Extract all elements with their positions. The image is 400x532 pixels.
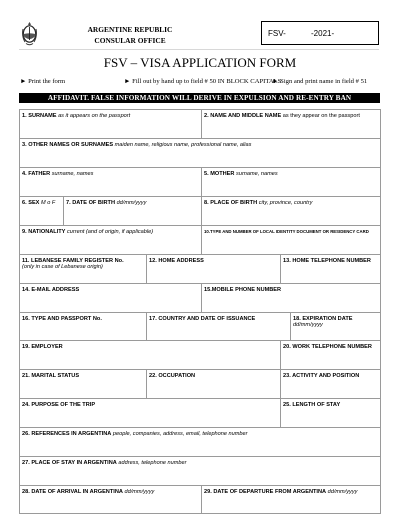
country-name: ARGENTINE REPUBLIC bbox=[87, 25, 173, 34]
field-label: 15.MOBILE PHONE NUMBER bbox=[204, 286, 282, 293]
form-row bbox=[20, 456, 381, 485]
field-surname[interactable] bbox=[20, 109, 202, 138]
field-label: 21. MARITAL STATUS bbox=[22, 373, 80, 380]
field-label: 9. NATIONALITY bbox=[22, 228, 66, 235]
field-sex[interactable] bbox=[20, 196, 64, 225]
field-label: 17. COUNTRY AND DATE OF ISSUANCE bbox=[149, 315, 256, 322]
field-other-names[interactable] bbox=[20, 138, 381, 167]
form-title: FSV – VISA APPLICATION FORM bbox=[103, 55, 297, 70]
field-label: 20. WORK TELEPHONE NUMBER bbox=[283, 344, 372, 351]
form-row bbox=[20, 398, 381, 427]
field-place-of-birth[interactable] bbox=[202, 196, 381, 225]
field-label: 11. LEBANESE FAMILY REGISTER No. bbox=[22, 257, 124, 264]
field-employer[interactable] bbox=[20, 340, 281, 369]
field-email-address[interactable] bbox=[20, 283, 202, 312]
field-hint: dd/mm/yyyy bbox=[327, 489, 358, 496]
reference-year: -2021- bbox=[311, 29, 335, 38]
field-label: 2. NAME AND MIDDLE NAME bbox=[204, 113, 282, 119]
field-purpose-of-trip[interactable] bbox=[20, 398, 281, 427]
reference-prefix: FSV- bbox=[268, 29, 286, 38]
field-lebanese-family-register[interactable] bbox=[20, 254, 147, 283]
field-label: 8. PLACE OF BIRTH bbox=[204, 199, 258, 206]
affidavit-banner: AFFIDAVIT. FALSE INFORMATION WILL DERIVE IN EXPULSION AND RE-ENTRY BAN bbox=[19, 93, 380, 103]
field-nationality[interactable] bbox=[20, 225, 202, 254]
field-mother[interactable] bbox=[202, 167, 381, 196]
header-divider bbox=[19, 49, 379, 50]
field-date-of-birth[interactable] bbox=[64, 196, 202, 225]
form-row bbox=[20, 283, 381, 312]
field-hint: address, telephone number bbox=[118, 460, 187, 467]
form-row bbox=[20, 109, 381, 138]
field-hint: (only in case of Lebanese origin) bbox=[22, 264, 103, 271]
field-label: 25. LENGTH OF STAY bbox=[283, 402, 341, 409]
field-label: 14. E-MAIL ADDRESS bbox=[22, 286, 80, 293]
field-label: 28. DATE OF ARRIVAL IN ARGENTINA bbox=[22, 489, 123, 496]
field-place-of-stay[interactable] bbox=[20, 456, 381, 485]
field-activity-position[interactable] bbox=[281, 369, 381, 398]
field-label: 5. MOTHER bbox=[204, 170, 235, 177]
field-marital-status[interactable] bbox=[20, 369, 147, 398]
field-length-of-stay[interactable] bbox=[281, 398, 381, 427]
field-label: 12. HOME ADDRESS bbox=[149, 257, 204, 264]
form-row bbox=[20, 225, 381, 254]
field-label: 19. EMPLOYER bbox=[22, 344, 63, 351]
instruction-print: ► Print the form bbox=[20, 78, 66, 85]
field-hint: maiden name, religious name, professional name, alias bbox=[114, 141, 252, 148]
form-row bbox=[20, 369, 381, 398]
field-hint: dd/mm/yyyy bbox=[116, 199, 147, 206]
field-label: 3. OTHER NAMES OR SURNAMES bbox=[22, 141, 114, 148]
field-date-of-departure[interactable] bbox=[202, 485, 381, 514]
form-row bbox=[20, 254, 381, 283]
field-label: 16. TYPE AND PASSPORT No. bbox=[22, 315, 102, 322]
instruction-sign: ► Sign and print name in field # 51 bbox=[272, 78, 368, 85]
field-label: 27. PLACE OF STAY IN ARGENTINA bbox=[22, 460, 117, 467]
field-label: 7. DATE OF BIRTH bbox=[66, 199, 115, 206]
form-row bbox=[20, 138, 381, 167]
field-label: 4. FATHER bbox=[22, 170, 51, 177]
application-form-grid bbox=[19, 109, 380, 514]
field-passport-issuance[interactable] bbox=[147, 312, 291, 341]
field-local-identity-document[interactable] bbox=[202, 225, 381, 254]
form-row bbox=[20, 485, 381, 514]
field-date-of-arrival[interactable] bbox=[20, 485, 202, 514]
field-occupation[interactable] bbox=[147, 369, 281, 398]
instruction-fill-out: ► Fill out by hand up to field # 50 IN BLOCK CAPITALS bbox=[124, 78, 282, 85]
field-home-address[interactable] bbox=[147, 254, 281, 283]
office-name: CONSULAR OFFICE bbox=[94, 36, 166, 45]
form-reference-box[interactable] bbox=[261, 21, 379, 45]
field-references-in-argentina[interactable] bbox=[20, 427, 381, 456]
field-hint: surname, names bbox=[51, 170, 94, 177]
field-passport-type-number[interactable] bbox=[20, 312, 147, 341]
form-row bbox=[20, 196, 381, 225]
instructions-bar bbox=[20, 77, 382, 87]
field-work-telephone[interactable] bbox=[281, 340, 381, 369]
field-label: 1. SURNAME bbox=[22, 113, 57, 119]
consulate-heading bbox=[60, 24, 200, 46]
form-row bbox=[20, 340, 381, 369]
field-hint: as it appears on the passport bbox=[58, 113, 131, 119]
field-label: 6. SEX bbox=[22, 199, 40, 206]
field-label: 26. REFERENCES IN ARGENTINA bbox=[22, 431, 112, 438]
field-father[interactable] bbox=[20, 167, 202, 196]
field-hint: surname, names bbox=[236, 170, 278, 177]
field-label: 22. OCCUPATION bbox=[149, 373, 196, 380]
field-label: 24. PURPOSE OF THE TRIP bbox=[22, 402, 96, 409]
field-hint: as they appear on the passport bbox=[282, 113, 360, 119]
field-passport-expiration[interactable] bbox=[291, 312, 381, 341]
field-mobile-phone[interactable] bbox=[202, 283, 381, 312]
field-label: 18. EXPIRATION DATE bbox=[293, 315, 353, 322]
field-hint: dd/mm/yyyy bbox=[293, 321, 323, 328]
field-hint: dd/mm/yyyy bbox=[124, 489, 155, 496]
form-row bbox=[20, 312, 381, 341]
field-label: 23. ACTIVITY AND POSITION bbox=[283, 373, 360, 380]
field-hint: M o F bbox=[40, 199, 56, 206]
field-hint: people, companies, address, email, telephone number bbox=[112, 431, 248, 438]
field-hint: current (and of origin, if applicable) bbox=[66, 228, 154, 235]
field-label: 10.TYPE AND NUMBER OF LOCAL IDENTITY DOCUMENT OR RESIDENCY CARD bbox=[204, 228, 369, 234]
field-hint: city, province, country bbox=[258, 199, 313, 206]
form-row bbox=[20, 167, 381, 196]
field-home-telephone[interactable] bbox=[281, 254, 381, 283]
coat-of-arms-emblem-icon bbox=[21, 21, 38, 47]
field-label: 13. HOME TELEPHONE NUMBER bbox=[283, 257, 371, 264]
field-label: 29. DATE OF DEPARTURE FROM ARGENTINA bbox=[204, 489, 327, 496]
field-name[interactable] bbox=[202, 109, 381, 138]
form-row bbox=[20, 427, 381, 456]
